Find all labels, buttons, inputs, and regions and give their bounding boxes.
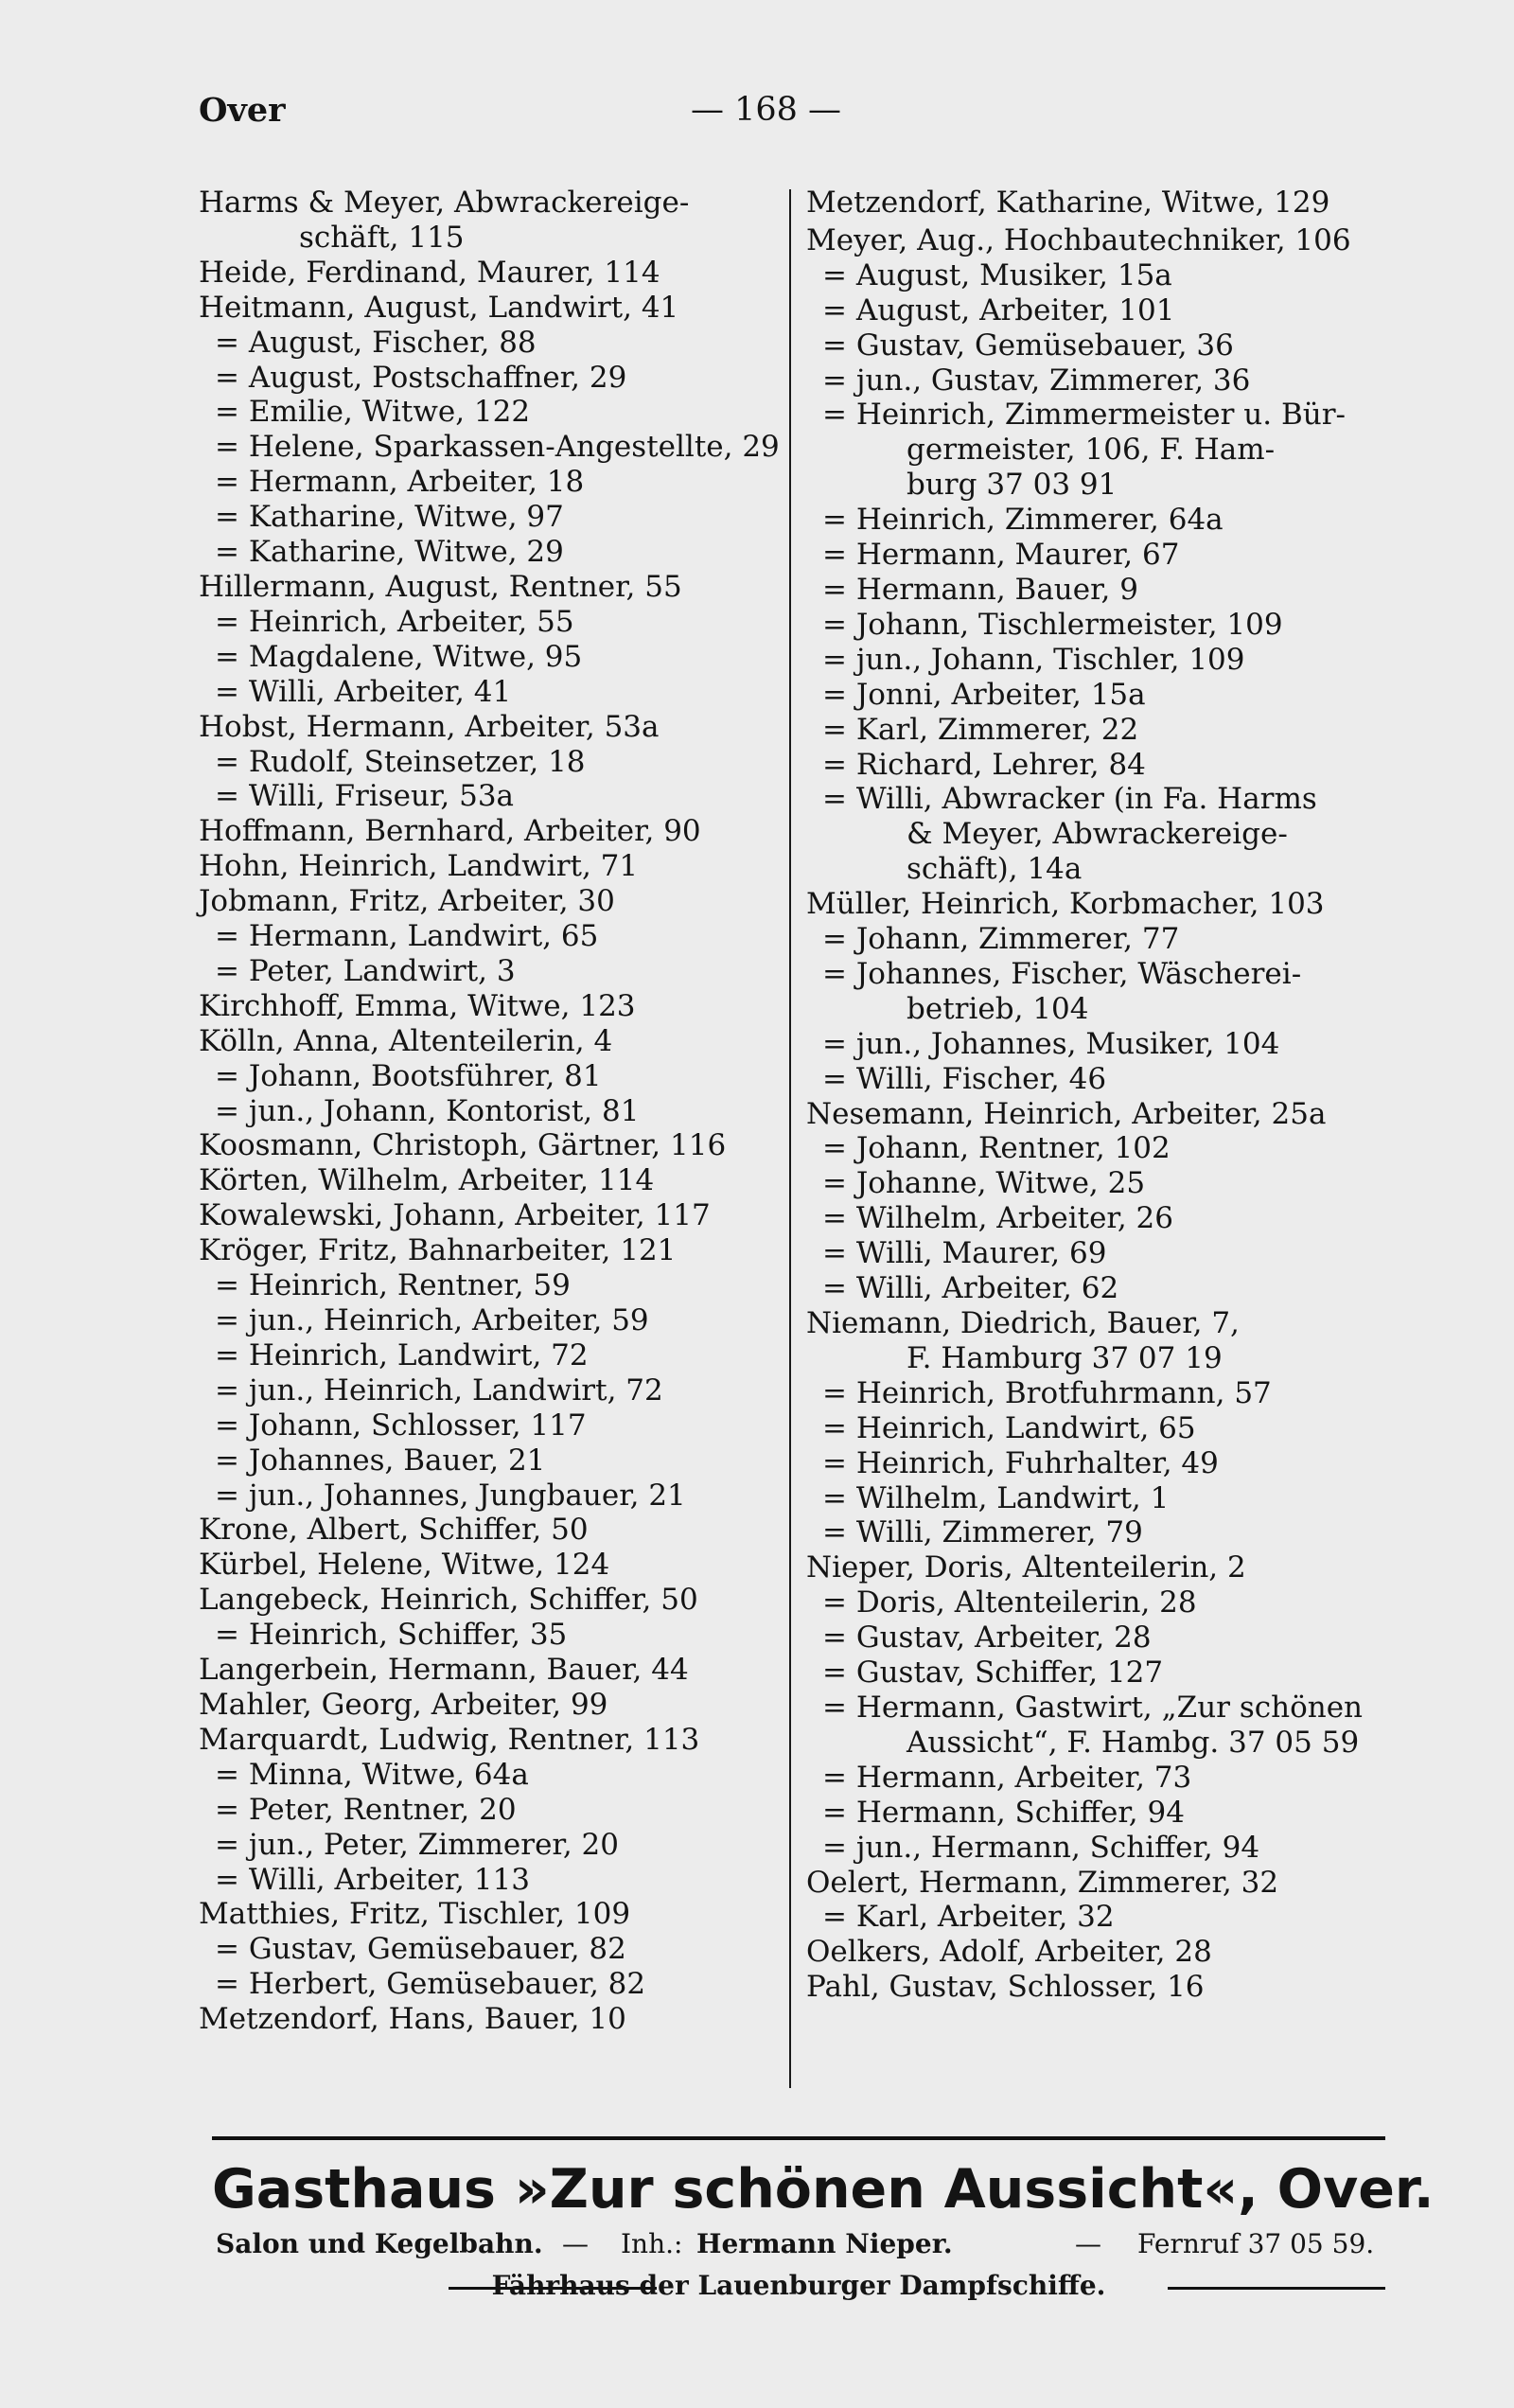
sub-entry <box>199 605 785 640</box>
sub-entry <box>806 1411 1378 1446</box>
entry-text: Meyer, Aug., Hochbautechniker, 106 <box>806 222 1351 257</box>
entry-text: Kröger, Fritz, Bahnarbeiter, 121 <box>199 1233 677 1268</box>
entry-text: = Hermann, Landwirt, 65 <box>215 919 599 954</box>
entry-text: = jun., Heinrich, Arbeiter, 59 <box>215 1303 649 1337</box>
directory-entry <box>199 1024 785 1059</box>
entry-text: = Hermann, Gastwirt, „Zur schönen <box>822 1690 1364 1725</box>
sub-entry <box>806 678 1378 713</box>
sub-entry <box>199 430 785 465</box>
directory-entry <box>199 186 785 256</box>
entry-text: = Doris, Altenteilerin, 28 <box>822 1585 1197 1620</box>
sub-entry <box>806 1515 1378 1550</box>
entry-text: Nieper, Doris, Altenteilerin, 2 <box>806 1550 1246 1585</box>
sub-entry <box>199 1863 785 1898</box>
sub-entry <box>199 745 785 780</box>
entry-text: = Heinrich, Zimmermeister u. Bür- <box>822 398 1347 433</box>
sub-entry <box>199 1478 785 1514</box>
entry-text: Kölln, Anna, Altenteilerin, 4 <box>199 1023 613 1058</box>
entry-text: = Gustav, Arbeiter, 28 <box>822 1620 1152 1656</box>
entry-text: = Willi, Arbeiter, 41 <box>215 674 512 709</box>
entry-text: = Wilhelm, Landwirt, 1 <box>822 1480 1170 1515</box>
entry-text: = Katharine, Witwe, 97 <box>215 500 564 535</box>
entry-text: = Gustav, Gemüsebauer, 36 <box>822 328 1234 363</box>
page-header <box>199 91 1372 138</box>
directory-entry <box>199 1513 785 1548</box>
sub-entry <box>199 1967 785 2002</box>
entry-text: = Heinrich, Landwirt, 72 <box>215 1337 589 1372</box>
entry-text: Müller, Heinrich, Korbmacher, 103 <box>806 887 1325 922</box>
entry-text: = Hermann, Schiffer, 94 <box>822 1795 1185 1830</box>
directory-entry <box>199 291 785 326</box>
directory-entry <box>806 1097 1378 1132</box>
right-column <box>806 186 1378 2005</box>
sub-entry <box>806 922 1378 957</box>
entry-text: Kürbel, Helene, Witwe, 124 <box>199 1548 610 1583</box>
sub-entry <box>806 1900 1378 1935</box>
entry-text: = Heinrich, Schiffer, 35 <box>215 1618 568 1653</box>
directory-entry <box>806 1935 1378 1970</box>
sub-entry <box>199 1059 785 1094</box>
entry-text: = Richard, Lehrer, 84 <box>822 747 1146 782</box>
sub-entry <box>199 1268 785 1303</box>
entry-text: Hohn, Heinrich, Landwirt, 71 <box>199 849 639 884</box>
entry-text: = Johannes, Fischer, Wäscherei- <box>822 956 1302 991</box>
sub-entry <box>806 1620 1378 1656</box>
directory-entry <box>199 1128 785 1163</box>
entry-text: = jun., Johann, Kontorist, 81 <box>215 1093 640 1128</box>
sub-entry <box>806 258 1378 293</box>
ad-inh-label: Inh.: <box>621 2228 683 2259</box>
entry-text: = Willi, Arbeiter, 113 <box>215 1862 530 1897</box>
sub-entry <box>806 573 1378 608</box>
directory-entry <box>199 570 785 605</box>
sub-entry <box>806 1271 1378 1306</box>
entry-text: = August, Postschaffner, 29 <box>215 360 627 395</box>
entry-text: = August, Musiker, 15a <box>822 257 1172 292</box>
entry-text: = Hermann, Arbeiter, 18 <box>215 465 585 500</box>
ad-ferry: Fährhaus der Lauenburger Dampfschiffe. <box>491 2270 1106 2301</box>
entry-text: = August, Fischer, 88 <box>215 325 537 360</box>
entry-text: Oelkers, Adolf, Arbeiter, 28 <box>806 1935 1212 1970</box>
entry-text: Langerbein, Hermann, Bauer, 44 <box>199 1653 689 1688</box>
entry-text: Kowalewski, Johann, Arbeiter, 117 <box>199 1198 711 1233</box>
sub-entry <box>806 782 1378 887</box>
directory-entry <box>806 1970 1378 2005</box>
entry-text: Marquardt, Ludwig, Rentner, 113 <box>199 1722 700 1757</box>
sub-entry <box>199 1373 785 1408</box>
directory-entry <box>806 1306 1378 1376</box>
ad-salon: Salon und Kegelbahn. <box>216 2228 543 2259</box>
sub-entry <box>806 1027 1378 1062</box>
sub-entry <box>806 1446 1378 1481</box>
directory-entry <box>199 1233 785 1268</box>
entry-text: = Peter, Landwirt, 3 <box>215 953 516 988</box>
entry-text: = Heinrich, Brotfuhrmann, 57 <box>822 1375 1272 1410</box>
entry-continuation: Aussicht“, F. Hambg. 37 05 59 <box>907 1725 1360 1760</box>
entry-continuation: schäft, 115 <box>299 220 465 255</box>
entry-text: Koosmann, Christoph, Gärtner, 116 <box>199 1128 727 1163</box>
directory-entry <box>806 1550 1378 1585</box>
ad-dash: — <box>1075 2228 1101 2259</box>
entry-text: Nesemann, Heinrich, Arbeiter, 25a <box>806 1096 1327 1131</box>
directory-entry <box>199 1198 785 1233</box>
sub-entry <box>199 640 785 675</box>
entry-text: = Heinrich, Fuhrhalter, 49 <box>822 1445 1219 1480</box>
entry-text: Krone, Albert, Schiffer, 50 <box>199 1513 589 1548</box>
entry-text: Matthies, Fritz, Tischler, 109 <box>199 1897 631 1932</box>
directory-entry <box>199 710 785 745</box>
sub-entry <box>199 500 785 535</box>
sub-entry <box>199 361 785 396</box>
sub-entry <box>806 643 1378 678</box>
entry-text: Hoffmann, Bernhard, Arbeiter, 90 <box>199 814 701 849</box>
sub-entry <box>806 1796 1378 1831</box>
entry-text: = Peter, Rentner, 20 <box>215 1792 517 1827</box>
sub-entry <box>199 535 785 570</box>
entry-text: = Willi, Abwracker (in Fa. Harms <box>822 782 1317 817</box>
entry-text: = Karl, Arbeiter, 32 <box>822 1900 1115 1935</box>
entry-text: = Willi, Zimmerer, 79 <box>822 1515 1143 1550</box>
ad-details-line <box>212 2228 1385 2266</box>
sub-entry <box>199 1408 785 1443</box>
sub-entry <box>199 1618 785 1653</box>
ad-phone: Fernruf 37 05 59. <box>1137 2228 1375 2259</box>
entry-text: Niemann, Diedrich, Bauer, 7, <box>806 1306 1240 1340</box>
entry-text: Hobst, Hermann, Arbeiter, 53a <box>199 709 660 744</box>
sub-entry <box>806 1062 1378 1097</box>
sub-entry <box>199 326 785 361</box>
entry-text: = Johanne, Witwe, 25 <box>822 1166 1146 1201</box>
sub-entry <box>199 1303 785 1338</box>
entry-text: = jun., Johannes, Jungbauer, 21 <box>215 1478 686 1513</box>
entry-text: = Willi, Maurer, 69 <box>822 1236 1107 1271</box>
entry-text: Heitmann, August, Landwirt, 41 <box>199 290 679 325</box>
directory-entry <box>199 1688 785 1723</box>
entry-continuation: schäft), 14a <box>907 852 1083 887</box>
entry-text: = jun., Hermann, Schiffer, 94 <box>822 1830 1260 1865</box>
entry-text: Oelert, Hermann, Zimmerer, 32 <box>806 1865 1279 1900</box>
entry-text: = Heinrich, Arbeiter, 55 <box>215 604 574 639</box>
entry-text: Metzendorf, Katharine, Witwe, 129 <box>806 186 1330 220</box>
sub-entry <box>806 608 1378 643</box>
entry-text: = Willi, Friseur, 53a <box>215 779 515 814</box>
entry-continuation: betrieb, 104 <box>907 991 1089 1026</box>
sub-entry <box>806 1656 1378 1691</box>
entry-text: = Johann, Zimmerer, 77 <box>822 922 1180 957</box>
entry-text: = jun., Johannes, Musiker, 104 <box>822 1026 1280 1061</box>
directory-entry <box>199 1723 785 1758</box>
entry-text: = Katharine, Witwe, 29 <box>215 535 564 570</box>
entry-text: Jobmann, Fritz, Arbeiter, 30 <box>199 884 615 919</box>
sub-entry <box>199 1094 785 1129</box>
entry-text: = Wilhelm, Arbeiter, 26 <box>822 1201 1173 1236</box>
sub-entry <box>199 1828 785 1863</box>
sub-entry <box>806 328 1378 363</box>
sub-entry <box>199 395 785 430</box>
entry-continuation: & Meyer, Abwrackereige- <box>907 817 1288 852</box>
directory-entry <box>806 887 1378 922</box>
entry-text: = Emilie, Witwe, 122 <box>215 395 531 430</box>
entry-text: = Willi, Arbeiter, 62 <box>822 1271 1119 1306</box>
page-number: — 168 — <box>691 91 842 129</box>
column-divider <box>789 189 791 2088</box>
entry-text: Heide, Ferdinand, Maurer, 114 <box>199 255 660 290</box>
entry-text: Kirchhoff, Emma, Witwe, 123 <box>199 988 636 1023</box>
sub-entry <box>806 1201 1378 1236</box>
sub-entry <box>806 363 1378 398</box>
directory-entry <box>199 256 785 291</box>
entry-text: Pahl, Gustav, Schlosser, 16 <box>806 1970 1205 2005</box>
sub-entry <box>806 1166 1378 1201</box>
directory-entry <box>806 186 1378 221</box>
directory-entry <box>199 989 785 1024</box>
sub-entry <box>806 748 1378 783</box>
sub-entry <box>806 957 1378 1027</box>
entry-text: = Hermann, Maurer, 67 <box>822 538 1180 573</box>
sub-entry <box>199 954 785 989</box>
entry-text: = Johann, Tischlermeister, 109 <box>822 607 1283 642</box>
sub-entry <box>806 1481 1378 1516</box>
ad-rule-right <box>1168 2287 1385 2290</box>
entry-text: Mahler, Georg, Arbeiter, 99 <box>199 1687 608 1722</box>
entry-text: = Johann, Rentner, 102 <box>822 1131 1171 1166</box>
sub-entry <box>806 1691 1378 1761</box>
sub-entry <box>199 1793 785 1828</box>
entry-continuation: F. Hamburg 37 07 19 <box>907 1340 1223 1375</box>
sub-entry <box>199 1758 785 1793</box>
entry-text: = Hermann, Arbeiter, 73 <box>822 1760 1192 1795</box>
entry-text: = Johann, Bootsführer, 81 <box>215 1058 602 1093</box>
entry-continuation: burg 37 03 91 <box>907 468 1118 503</box>
sub-entry <box>199 1932 785 1967</box>
sub-entry <box>806 1585 1378 1620</box>
entry-text: = August, Arbeiter, 101 <box>822 292 1175 328</box>
entry-text: = Gustav, Gemüsebauer, 82 <box>215 1932 626 1967</box>
directory-entry <box>199 2002 785 2037</box>
directory-entry <box>199 1163 785 1198</box>
sub-entry <box>806 1376 1378 1411</box>
entry-text: = Hermann, Bauer, 9 <box>822 572 1138 607</box>
directory-entry <box>199 884 785 919</box>
sub-entry <box>199 675 785 710</box>
ad-ferry-line <box>212 2270 1385 2308</box>
sub-entry <box>806 1131 1378 1166</box>
sub-entry <box>199 465 785 500</box>
entry-text: = Herbert, Gemüsebauer, 82 <box>215 1967 646 2002</box>
directory-entry <box>199 1548 785 1583</box>
sub-entry <box>806 1831 1378 1866</box>
directory-entry <box>806 1866 1378 1901</box>
ad-owner: Hermann Nieper. <box>696 2228 953 2259</box>
entry-text: Metzendorf, Hans, Bauer, 10 <box>199 2002 626 2037</box>
sub-entry <box>806 293 1378 328</box>
entry-text: = Heinrich, Landwirt, 65 <box>822 1410 1196 1445</box>
entry-text: = Heinrich, Zimmerer, 64a <box>822 503 1224 538</box>
sub-entry <box>199 1338 785 1373</box>
entry-text: = Johann, Schlosser, 117 <box>215 1408 587 1443</box>
entry-text: = Heinrich, Rentner, 59 <box>215 1268 571 1303</box>
sub-entry <box>806 1761 1378 1796</box>
ad-dash: — <box>562 2228 589 2259</box>
entry-text: = Jonni, Arbeiter, 15a <box>822 677 1146 712</box>
ad-title: Gasthaus »Zur schönen Aussicht«, Over. <box>212 2158 1435 2221</box>
ad-top-rule <box>212 2136 1385 2140</box>
sub-entry <box>199 919 785 954</box>
entry-text: Langebeck, Heinrich, Schiffer, 50 <box>199 1583 698 1618</box>
entry-text: = Helene, Sparkassen-Angestellte, 29 <box>215 430 780 465</box>
entry-text: Harms & Meyer, Abwrackereige- <box>199 186 690 220</box>
entry-text: = Minna, Witwe, 64a <box>215 1757 529 1792</box>
entry-text: = Willi, Fischer, 46 <box>822 1061 1107 1096</box>
directory-entry <box>199 814 785 849</box>
sub-entry <box>199 779 785 814</box>
entry-text: = Karl, Zimmerer, 22 <box>822 712 1139 747</box>
sub-entry <box>806 713 1378 748</box>
entry-text: = Gustav, Schiffer, 127 <box>822 1656 1164 1691</box>
sub-entry <box>806 1236 1378 1271</box>
left-column <box>199 186 785 2037</box>
entry-text: = Johannes, Bauer, 21 <box>215 1443 546 1478</box>
sub-entry <box>806 503 1378 538</box>
directory-entry <box>199 1897 785 1932</box>
sub-entry <box>806 398 1378 503</box>
directory-entry <box>199 849 785 884</box>
directory-entry <box>199 1653 785 1688</box>
sub-entry <box>806 538 1378 573</box>
directory-entry <box>199 1583 785 1618</box>
entry-text: Hillermann, August, Rentner, 55 <box>199 569 682 604</box>
sub-entry <box>199 1443 785 1478</box>
entry-text: = jun., Peter, Zimmerer, 20 <box>215 1827 619 1862</box>
entry-continuation: germeister, 106, F. Ham- <box>907 433 1276 468</box>
place-name: Over <box>199 91 286 130</box>
entry-text: = jun., Gustav, Zimmerer, 36 <box>822 363 1251 398</box>
entry-text: Körten, Wilhelm, Arbeiter, 114 <box>199 1163 655 1198</box>
entry-text: = jun., Heinrich, Landwirt, 72 <box>215 1372 663 1408</box>
directory-entry <box>806 223 1378 258</box>
entry-text: = Magdalene, Witwe, 95 <box>215 639 583 674</box>
entry-text: = Rudolf, Steinsetzer, 18 <box>215 744 586 779</box>
entry-text: = jun., Johann, Tischler, 109 <box>822 642 1245 677</box>
